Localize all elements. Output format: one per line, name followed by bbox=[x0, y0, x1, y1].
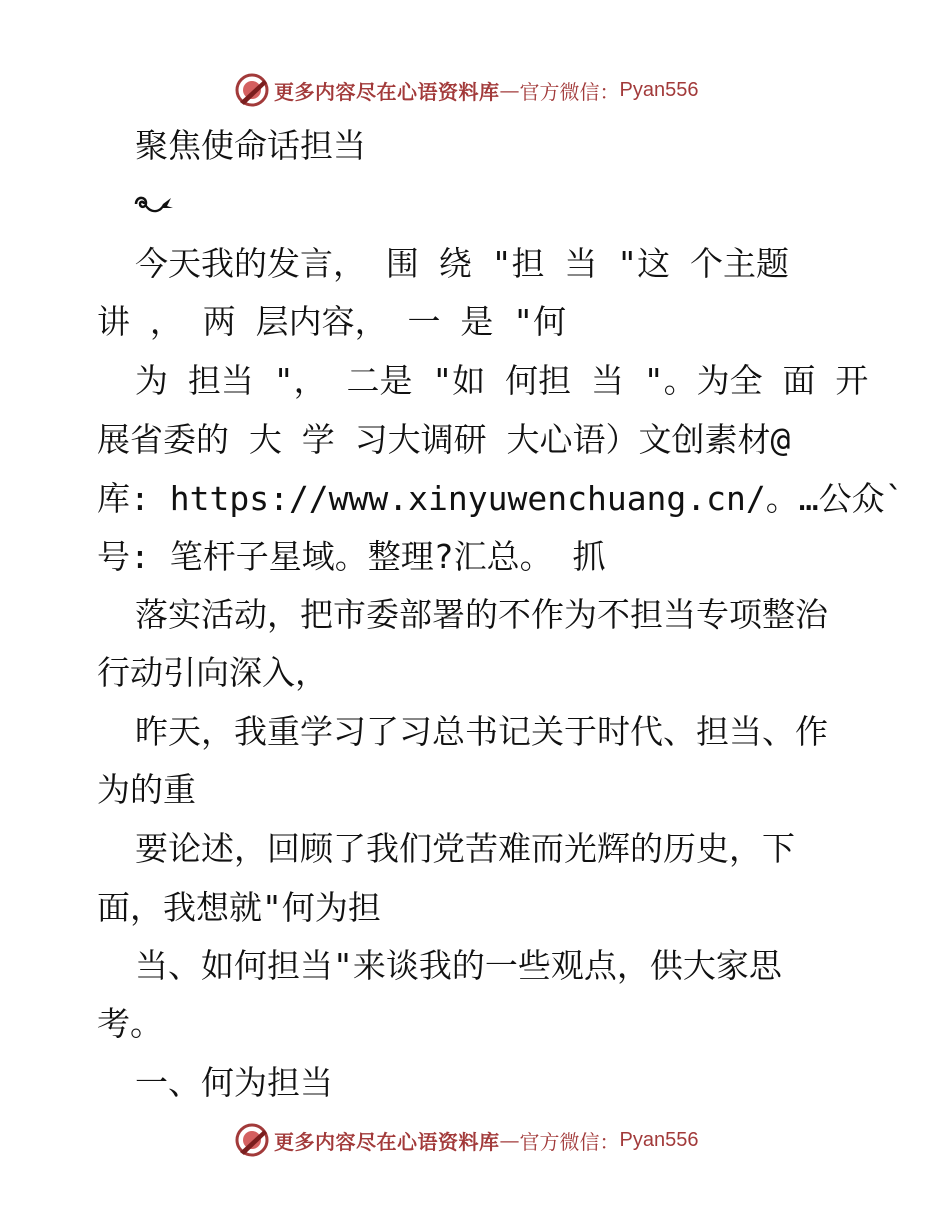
banner-wechat-id: Pyan556 bbox=[619, 1128, 699, 1151]
body-line: 当、如何担当"来谈我的一些观点，供大家思 bbox=[135, 946, 782, 985]
body-line: 今天我的发言， 围 绕 "担 当 "这 个主题 bbox=[135, 244, 789, 283]
body-line: 昨天，我重学习了习总书记关于时代、担当、作 bbox=[135, 712, 828, 751]
body-line: 考。 bbox=[97, 1004, 163, 1043]
banner-wechat-label: 官方微信： bbox=[519, 79, 620, 104]
body-line: 面，我想就"何为担 bbox=[97, 888, 381, 927]
body-line: 要论述，回顾了我们党苦难而光辉的历史，下 bbox=[135, 829, 795, 868]
pen-logo-icon bbox=[234, 72, 270, 108]
banner-dash: — bbox=[499, 1128, 520, 1152]
pen-logo-icon bbox=[234, 1122, 270, 1158]
body-line: 为的重 bbox=[97, 770, 196, 809]
banner-site-name: 更多内容尽在心语资料库 bbox=[274, 1129, 500, 1154]
body-line: 展省委的 大 学 习大调研 大心语）文创素材@ bbox=[97, 420, 791, 459]
banner-wechat-label: 官方微信： bbox=[519, 1129, 620, 1154]
body-line: 行动引向深入， bbox=[97, 653, 328, 692]
body-line: 讲 ， 两 层内容， 一 是 "何 bbox=[97, 302, 567, 341]
body-line: 为 担当 "， 二是 "如 何担 当 "。为全 面 开 bbox=[135, 361, 869, 400]
footer-banner bbox=[234, 1120, 698, 1160]
section-heading: 一、何为担当 bbox=[135, 1063, 333, 1102]
body-line: 落实活动，把市委部署的不作为不担当专项整治 bbox=[135, 595, 828, 634]
banner-dash: — bbox=[499, 78, 520, 102]
header-banner bbox=[234, 70, 698, 110]
body-line: 库: https://www.xinyuwenchuang.cn/。…公众` bbox=[97, 479, 905, 518]
banner-site-name: 更多内容尽在心语资料库 bbox=[274, 79, 500, 104]
banner-wechat-id: Pyan556 bbox=[619, 78, 699, 101]
scroll-ornament-icon bbox=[133, 192, 175, 216]
document-title: 聚焦使命话担当 bbox=[135, 126, 366, 165]
body-line: 号: 笔杆子星域。整理?汇总。 抓 bbox=[97, 537, 606, 576]
